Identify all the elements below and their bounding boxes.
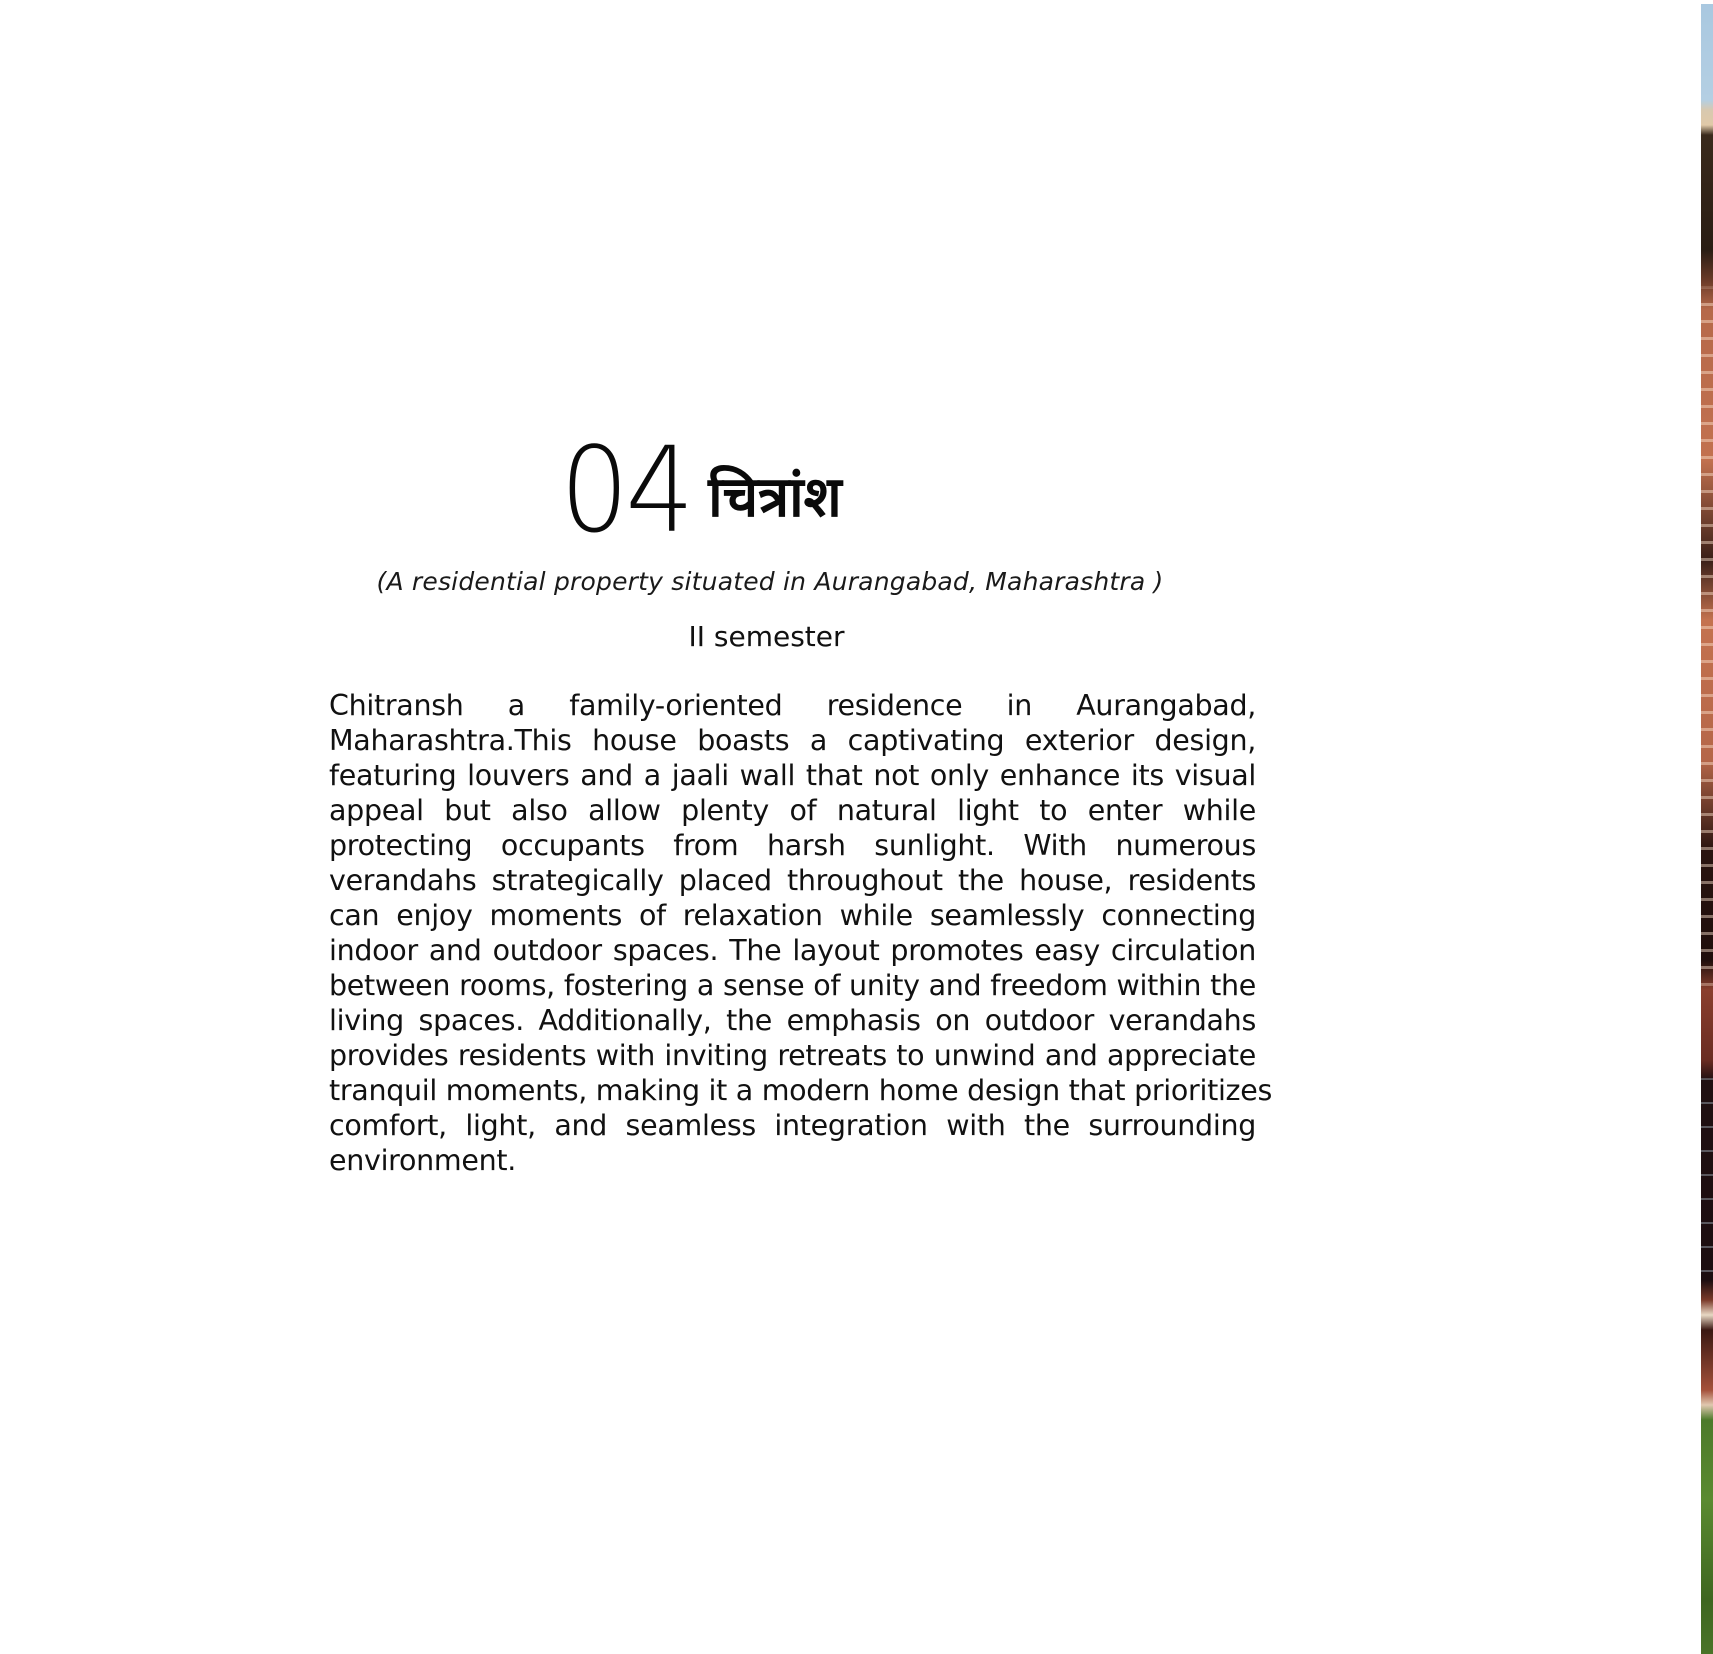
project-title bbox=[560, 421, 842, 559]
description-line: Maharashtra.This house boasts a captivating exterior design, bbox=[329, 724, 1256, 757]
project-name-hindi: चित्रांश bbox=[708, 465, 842, 530]
description-line: provides residents with inviting retreats to unwind and appreciate bbox=[329, 1039, 1256, 1072]
project-subtitle: (A residential property situated in Aurangabad, Maharashtra ) bbox=[376, 567, 1164, 596]
description-line: verandahs strategically placed throughout the house, residents bbox=[329, 864, 1256, 897]
description-line: tranquil moments, making it a modern home design that prioritizes bbox=[329, 1074, 1273, 1107]
adjacent-page-photo-edge bbox=[1701, 0, 1713, 1654]
description-line: appeal but also allow plenty of natural light to enter while bbox=[329, 794, 1256, 827]
description-line: indoor and outdoor spaces. The layout promotes easy circulation bbox=[329, 934, 1256, 967]
description-line: between rooms, fostering a sense of unity and freedom within the bbox=[329, 969, 1256, 1002]
semester-label: II semester bbox=[688, 620, 845, 653]
description-line: living spaces. Additionally, the emphasis on outdoor verandahs bbox=[329, 1004, 1256, 1037]
section-number: 04 bbox=[560, 421, 691, 559]
description-line: featuring louvers and a jaali wall that not only enhance its visual bbox=[329, 759, 1256, 792]
project-description bbox=[329, 688, 1273, 1178]
description-line: comfort, light, and seamless integration with the surrounding bbox=[329, 1109, 1256, 1142]
description-line: environment. bbox=[329, 1144, 516, 1177]
description-line: can enjoy moments of relaxation while seamlessly connecting bbox=[329, 899, 1256, 932]
description-line: protecting occupants from harsh sunlight. With numerous bbox=[329, 829, 1256, 862]
description-line: Chitransh a family-oriented residence in Aurangabad, bbox=[329, 689, 1256, 722]
